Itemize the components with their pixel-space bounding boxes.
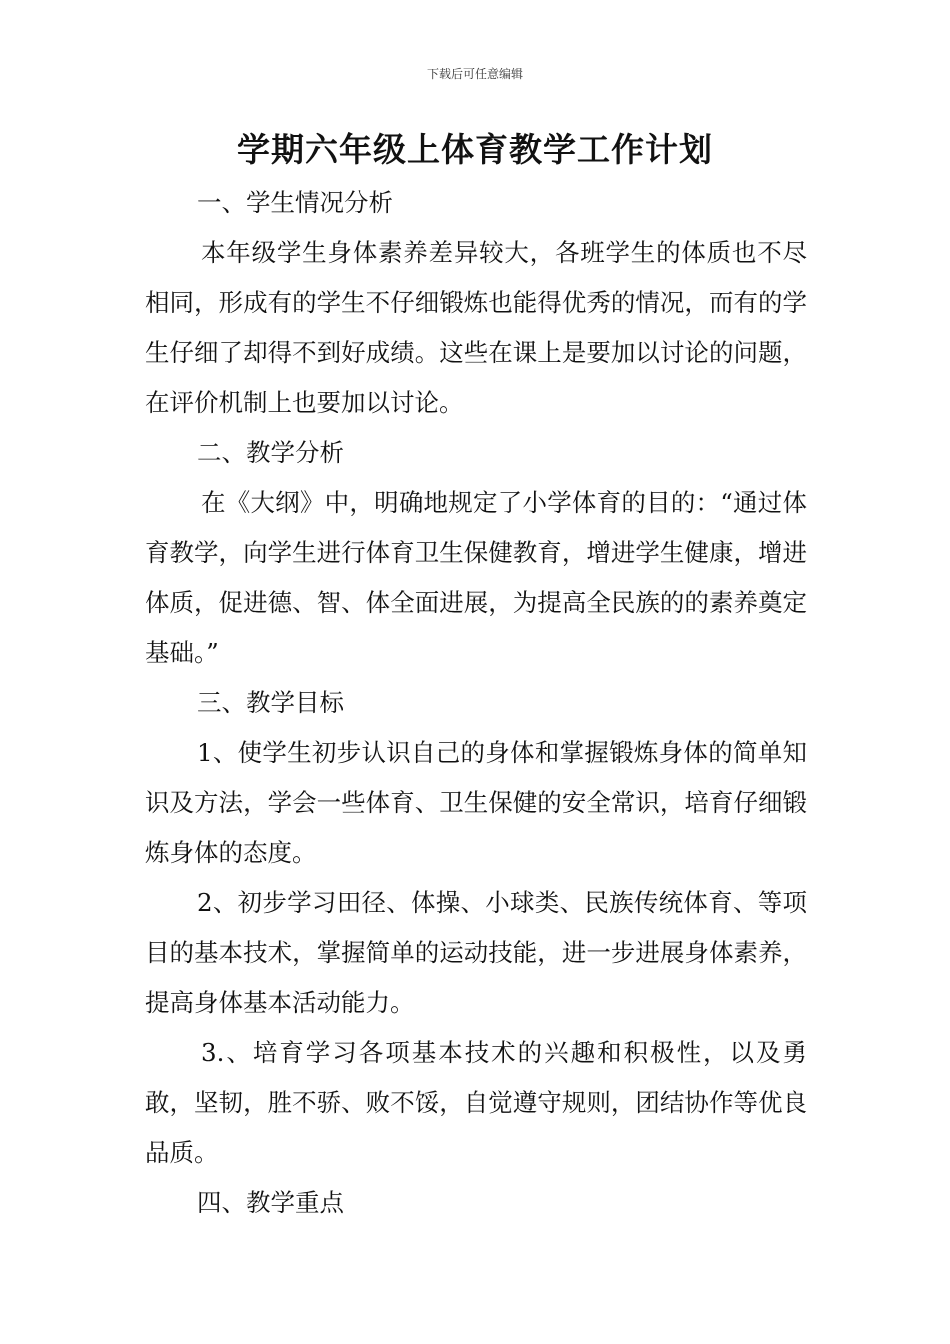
paragraph-teaching-analysis: 在《大纲》中，明确地规定了小学体育的目的：“通过体育教学，向学生进行体育卫生保健教育，增进学生健康，增进体质，促进德、智、体全面进展，为提高全民族的的素养奠定基础。”: [145, 488, 807, 667]
header-note: 下载后可任意编辑: [426, 67, 523, 81]
document-body: [145, 178, 807, 1228]
paragraph-goal-3: 3.、培育学习各项基本技术的兴趣和积极性，以及勇敢，坚韧，胜不骄、败不馁，自觉遵守规则，团结协作等优良品质。: [145, 1038, 807, 1167]
section-heading-teaching-analysis: 二、教学分析: [197, 438, 344, 467]
paragraph-goal-1: 1、使学生初步认识自己的身体和掌握锻炼身体的简单知识及方法，学会一些体育、卫生保健的安全常识，培育仔细锻炼身体的态度。: [145, 738, 807, 867]
section-heading-teaching-goals: 三、教学目标: [197, 688, 344, 717]
paragraph-student-analysis: 本年级学生身体素养差异较大，各班学生的体质也不尽相同，形成有的学生不仔细锻炼也能得优秀的情况，而有的学生仔细了却得不到好成绩。这些在课上是要加以讨论的问题，在评价机制上也要加以讨论。: [145, 238, 807, 417]
paragraph-goal-2: 2、初步学习田径、体操、小球类、民族传统体育、等项目的基本技术，掌握简单的运动技能，进一步进展身体素养，提高身体基本活动能力。: [145, 888, 807, 1017]
section-heading-student-analysis: 一、学生情况分析: [197, 188, 393, 217]
document-title: 学期六年级上体育教学工作计划: [237, 130, 713, 169]
section-heading-teaching-focus: 四、教学重点: [197, 1188, 344, 1217]
